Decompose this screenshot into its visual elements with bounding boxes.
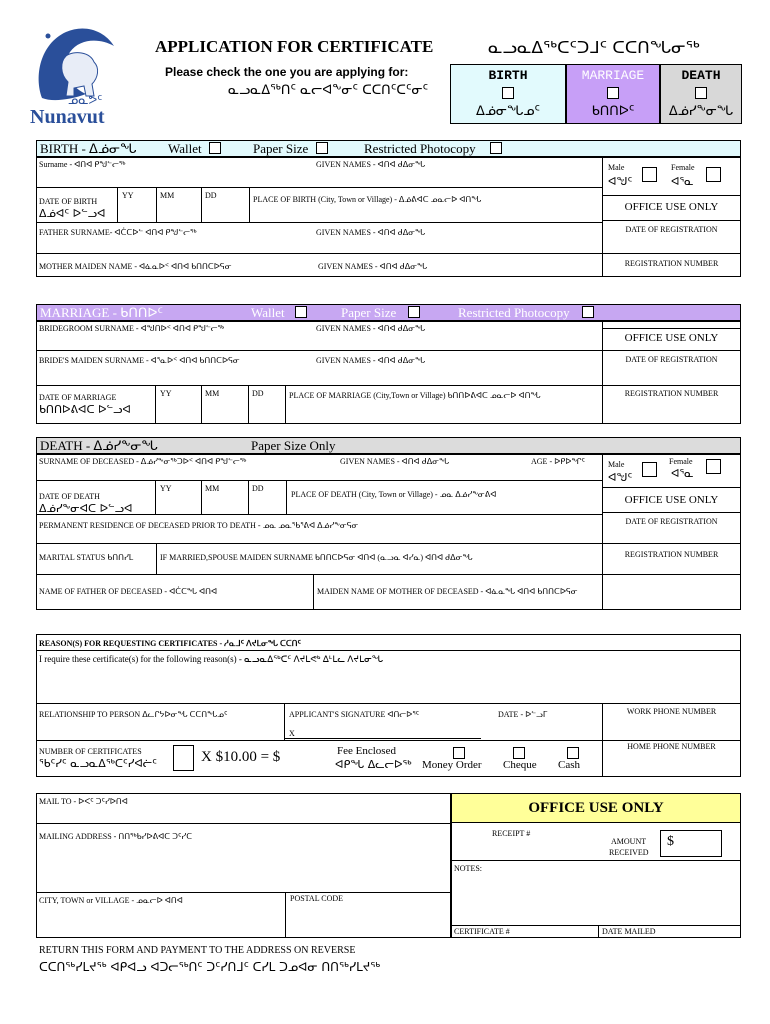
mailing-box (36, 793, 451, 938)
fee-enclosed-label: Fee Enclosed (337, 745, 396, 757)
death-male-label: Male (608, 460, 625, 469)
birth-section-bar (36, 140, 741, 157)
num-certs-label: NUMBER OF CERTIFICATES (39, 747, 142, 756)
death-dod-mm[interactable]: MM (205, 484, 220, 493)
birth-checkbox[interactable] (502, 87, 514, 99)
marriage-registration-number: REGISTRATION NUMBER (624, 389, 719, 398)
marriage-option-syllabics: ᑲᑎᑎᐅᑦ (591, 104, 635, 119)
marriage-bride-field[interactable]: BRIDE'S MAIDEN SURNAME - ᐊᕐᓇᐅᑉ ᐊᑎᐊ ᑲᑎᑎᑕᐅᕋᓂ (39, 356, 240, 365)
marriage-checkbox[interactable] (607, 87, 619, 99)
date-field[interactable]: DATE - ᐅᓪᓗᒥ (498, 710, 548, 719)
amount-label: AMOUNT (611, 837, 647, 846)
marriage-section-bar (36, 304, 741, 321)
birth-wallet-checkbox[interactable] (209, 142, 221, 154)
nunavut-logo (30, 16, 122, 128)
num-certs-syllabics: ᖃᑦᓯᑦ ᓇᓗᓇᐃᖅᑕᑦᓯᐊᓖᑦ (39, 757, 157, 770)
relationship-field[interactable]: RELATIONSHIP TO PERSON ᐃᓚᒋᔭᐅᓂᖓ ᑕᑕᑎᖓᓄᑦ (39, 710, 228, 719)
death-paper-only-label: Paper Size Only (251, 438, 336, 453)
death-female-label: Female (669, 457, 693, 466)
office-use-title: OFFICE USE ONLY (528, 800, 664, 816)
marriage-restricted-checkbox[interactable] (582, 306, 594, 318)
birth-female-checkbox[interactable] (706, 167, 721, 182)
marriage-office-use: OFFICE USE ONLY (624, 332, 719, 344)
death-surname-field[interactable]: SURNAME OF DECEASED - ᐃᓅᓯᖕᓂᖅᑐᐅᑉ ᐊᑎᐊ ᑭᖑᓪᓕᖅ (39, 457, 247, 466)
death-dod-dd[interactable]: DD (252, 484, 264, 493)
certificate-number-label: CERTIFICATE # (454, 927, 510, 936)
marriage-restricted-label: Restricted Photocopy (458, 305, 570, 320)
signature-field[interactable]: APPLICANT'S SIGNATURE ᐊᑎᓕᐅᕐᑦ (289, 710, 420, 719)
death-option-label: DEATH (681, 68, 721, 83)
postal-code-field[interactable]: POSTAL CODE (290, 894, 344, 903)
marriage-groom-given-field[interactable]: GIVEN NAMES - ᐊᑎᐊ ᑯᐃᓂᖓ (316, 324, 426, 333)
return-instruction-syllabics: ᑕᑕᑎᖅᓯᒪᔪᖅ ᐊᑭᐊᓗ ᐊᑐᓕᖅᑎᑦ ᑐᑦᓯᑎᒧᑦ ᑕᓯᒪ ᑐᓄᐊᓂ ᑎᑎᖅᓯᒪᔪᖅ (39, 960, 381, 974)
received-label: RECEIVED (609, 848, 649, 857)
mailing-address-field[interactable]: MAILING ADDRESS - ᑎᑎᖅᑲᓯᐅᕕᐊᑕ ᑐᑦᓯᑕ (39, 832, 193, 841)
death-dod-label: DATE OF DEATH (39, 492, 100, 501)
marriage-dom-dd[interactable]: DD (252, 389, 264, 398)
birth-dob-yy[interactable]: YY (122, 191, 134, 200)
fee-formula: X $10.00 = $ (201, 749, 281, 765)
page-title-syllabics: ᓇᓗᓇᐃᖅᑕᑦᑐᒧᑦ ᑕᑕᑎᖓᓂᖅ (488, 38, 700, 58)
logo-syllabics: ᓄᓇᕗᑦ (68, 93, 103, 107)
num-certs-input[interactable] (173, 745, 194, 771)
marriage-dom-mm[interactable]: MM (205, 389, 220, 398)
amount-received-input[interactable] (660, 830, 722, 857)
fee-enclosed-syllabics: ᐊᑭᖓ ᐃᓚᓕᐅᖅ (335, 758, 412, 771)
death-checkbox[interactable] (695, 87, 707, 99)
marriage-date-registration: DATE OF REGISTRATION (625, 355, 718, 364)
work-phone-field[interactable]: WORK PHONE NUMBER (626, 707, 717, 716)
birth-date-registration: DATE OF REGISTRATION (625, 225, 718, 234)
birth-dob-syllabics: ᐃᓅᐊᑦ ᐅᓪᓗᐊ (39, 207, 106, 220)
death-date-registration: DATE OF REGISTRATION (625, 517, 718, 526)
marriage-paper-checkbox[interactable] (408, 306, 420, 318)
money-order-checkbox[interactable] (453, 747, 465, 759)
birth-restricted-label: Restricted Photocopy (364, 141, 476, 156)
page-title: APPLICATION FOR CERTIFICATE (155, 37, 434, 56)
death-option[interactable] (660, 64, 742, 124)
cheque-checkbox[interactable] (513, 747, 525, 759)
birth-mother-maiden-field[interactable]: MOTHER MAIDEN NAME - ᐊᓈᓇᐅᑉ ᐊᑎᐊ ᑲᑎᑎᑕᐅᕋᓂ (39, 262, 232, 271)
marriage-bride-given-field[interactable]: GIVEN NAMES - ᐊᑎᐊ ᑯᐃᓂᖓ (316, 356, 426, 365)
death-male-syllabics: ᐊᖑᑦ (608, 471, 633, 484)
logo-text: Nunavut (30, 106, 105, 128)
death-female-checkbox[interactable] (706, 459, 721, 474)
death-male-checkbox[interactable] (642, 462, 657, 477)
marriage-option-label: MARRIAGE (581, 68, 645, 83)
birth-father-surname-field[interactable]: FATHER SURNAME- ᐊᑖᑕᐅᓪ ᐊᑎᐊ ᑭᖑᓪᓕᖅ (39, 228, 197, 237)
death-section-bar (36, 437, 741, 454)
reasons-heading: REASON(S) FOR REQUESTING CERTIFICATES - ᓱᓇᒧᑦ ᐱᔪᒪᓂᖓ ᑕᑕᑎᑦ (39, 639, 301, 648)
marriage-dom-yy[interactable]: YY (160, 389, 172, 398)
birth-male-syllabics: ᐊᖑᑦ (608, 175, 633, 188)
amount-dollar-sign: $ (667, 834, 674, 849)
subtitle: Please check the one you are applying for: (165, 65, 409, 79)
marriage-groom-field[interactable]: BRIDEGROOM SURNAME - ᐊᖑᑎᐅᑉ ᐊᑎᐊ ᑭᖑᓪᓕᖅ (39, 324, 225, 333)
death-section-heading: DEATH - ᐃᓅᓯᖕᓂᖓ (40, 438, 158, 453)
birth-section-heading: BIRTH - ᐃᓅᓂᖓ (40, 141, 137, 156)
birth-office-use: OFFICE USE ONLY (624, 201, 719, 213)
signature-x: X (289, 729, 295, 738)
cash-label: Cash (558, 759, 580, 771)
money-order-label: Money Order (422, 759, 482, 771)
notes-label: NOTES: (454, 864, 482, 873)
birth-male-label: Male (608, 163, 625, 172)
marriage-option[interactable] (566, 64, 660, 124)
birth-restricted-checkbox[interactable] (490, 142, 502, 154)
birth-option[interactable] (450, 64, 566, 124)
marriage-pom-field[interactable]: PLACE OF MARRIAGE (City,Town or Village) ᑲᑎᑎᐅᕕᐊᑕ ᓄᓇᓕᐅ ᐊᑎᖓ (289, 391, 541, 400)
subtitle-syllabics: ᓇᓗᓇᐃᖅᑎᑦ ᓇᓕᐊᖕᓂᑦ ᑕᑕᑎᑦᑕᑦᓂᑦ (228, 83, 429, 98)
birth-male-checkbox[interactable] (642, 167, 657, 182)
death-dod-syllabics: ᐃᓅᓯᖕᓂᐊᑕ ᐅᓪᓗᐊ (39, 502, 133, 515)
reasons-text-field[interactable]: I require these certificate(s) for the following reason(s) - ᓇᓗᓇᐃᖅᑕᑦ ᐱᔪᒪᕙᒃ ᐃᒻᒪᓚ ᐱᔪᒪᓂᖓ (39, 654, 384, 664)
death-spouse-surname-field[interactable]: IF MARRIED,SPOUSE MAIDEN SURNAME ᑲᑎᑎᑕᐅᕋᓂ ᐊᑎᐊ (ᓇᓗᓇ ᐊᓯᓇ) ᐊᑎᐊ ᑯᐃᓂᖓ (160, 553, 473, 562)
receipt-label: RECEIPT # (492, 829, 531, 838)
marriage-dom-syllabics: ᑲᑎᑎᐅᕕᐊᑕ ᐅᓪᓗᐊ (39, 403, 131, 416)
death-marital-status-field[interactable]: MARITAL STATUS ᑲᑎᑎᓯᒪ (39, 553, 134, 562)
birth-surname-field[interactable]: Surname - ᐊᑎᐊ ᑭᖑᓪᓕᖅ (39, 160, 126, 169)
death-registration-number: REGISTRATION NUMBER (624, 550, 719, 559)
birth-dob-label: DATE OF BIRTH (39, 197, 98, 206)
birth-dob-dd[interactable]: DD (205, 191, 217, 200)
marriage-dom-label: DATE OF MARRIAGE (39, 393, 117, 402)
birth-paper-label: Paper Size (253, 141, 309, 156)
death-age-field[interactable]: AGE - ᐅᑭᐅᖏᑦ (531, 457, 585, 466)
death-dod-yy[interactable]: YY (160, 484, 172, 493)
death-mother-maiden-field[interactable]: MAIDEN NAME OF MOTHER OF DECEASED - ᐊᓈᓇᖓ ᐊᑎᐊ ᑲᑎᑎᑕᐅᕋᓂ (317, 587, 578, 596)
birth-female-label: Female (671, 163, 695, 172)
birth-option-label: BIRTH (488, 68, 528, 83)
death-female-syllabics: ᐊᕐᓇ (671, 467, 694, 480)
birth-mother-given-field[interactable]: GIVEN NAMES - ᐊᑎᐊ ᑯᐃᓂᖓ (318, 262, 428, 271)
birth-father-given-field[interactable]: GIVEN NAMES - ᐊᑎᐊ ᑯᐃᓂᖓ (316, 228, 426, 237)
office-use-title-bar (451, 793, 741, 823)
home-phone-field[interactable]: HOME PHONE NUMBER (627, 742, 716, 751)
birth-dob-mm[interactable]: MM (160, 191, 175, 200)
death-pod-field[interactable]: PLACE OF DEATH (City, Town or Village) - ᓄᓇ ᐃᓅᓯᖕᓂᕕᐊ (291, 490, 497, 499)
birth-registration-number: REGISTRATION NUMBER (624, 259, 719, 268)
death-office-use: OFFICE USE ONLY (624, 494, 719, 506)
birth-paper-checkbox[interactable] (316, 142, 328, 154)
marriage-section-heading: MARRIAGE - ᑲᑎᑎᐅᑦ (40, 305, 164, 320)
city-field[interactable]: CITY, TOWN or VILLAGE - ᓄᓇᓕᐅ ᐊᑎᐊ (39, 896, 183, 905)
cheque-label: Cheque (503, 759, 537, 771)
birth-given-names-field[interactable]: GIVEN NAMES - ᐊᑎᐊ ᑯᐃᓂᖓ (316, 160, 426, 169)
date-mailed-label: DATE MAILED (602, 927, 656, 936)
return-instruction: RETURN THIS FORM AND PAYMENT TO THE ADDRESS ON REVERSE (39, 945, 356, 956)
birth-wallet-label: Wallet (168, 141, 202, 156)
death-residence-field[interactable]: PERMANENT RESIDENCE OF DECEASED PRIOR TO DEATH - ᓄᓇ ᓄᓇᖃᕐᕕᐊ ᐃᓅᓯᖕᓂᕋᓂ (39, 521, 359, 530)
cash-checkbox[interactable] (567, 747, 579, 759)
birth-pob-field[interactable]: PLACE OF BIRTH (City, Town or Village) - ᐃᓅᕕᐊᑕ ᓄᓇᓕᐅ ᐊᑎᖓ (253, 195, 482, 204)
death-father-name-field[interactable]: NAME OF FATHER OF DECEASED - ᐊᑖᑕᖓ ᐊᑎᐊ (39, 587, 218, 596)
birth-female-syllabics: ᐊᕐᓇ (671, 175, 694, 188)
marriage-wallet-checkbox[interactable] (295, 306, 307, 318)
death-option-syllabics: ᐃᓅᓯᖕᓂᖓ (668, 104, 734, 119)
marriage-wallet-label: Wallet (251, 305, 285, 320)
marriage-paper-label: Paper Size (341, 305, 397, 320)
death-given-names-field[interactable]: GIVEN NAMES - ᐊᑎᐊ ᑯᐃᓂᖓ (340, 457, 450, 466)
mail-to-field[interactable]: MAIL TO - ᐅᐸᑦ ᑐᑦᓯᐅᑎᐊ (39, 797, 128, 806)
birth-option-syllabics: ᐃᓅᓂᖓᓄᑦ (475, 104, 541, 119)
